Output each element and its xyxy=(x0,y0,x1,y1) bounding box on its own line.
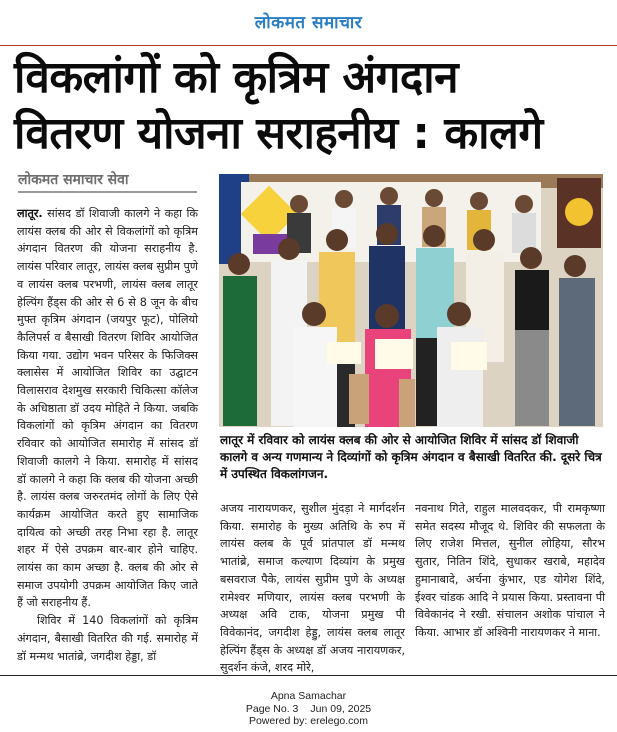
page-info xyxy=(0,703,617,716)
paragraph-1 xyxy=(17,205,198,612)
paragraph-2-part-1: शिविर में 140 विकलांगों को कृत्रिम अंगदान, बैसाखी वितरित की गई. समारोह में डॉ मन्मथ भातांब्रे, जगदीश हेड्डा, डॉ xyxy=(17,614,198,663)
headline-line-2: वितरण योजना सराहनीय : कालगे xyxy=(14,108,543,159)
masthead-divider xyxy=(0,45,617,46)
footer-divider xyxy=(0,675,617,676)
page-footer xyxy=(0,690,617,728)
page-number: Page No. 3 xyxy=(245,702,299,715)
article-column-3 xyxy=(415,500,605,642)
photo-caption: लातूर में रविवार को लायंस क्लब की ओर से आयोजित शिविर में सांसद डॉ शिवाजी कालगे व अन्य गणमान्य ने दिव्यांगों को कृत्रिम अंगदान व बैसाखी वितरित की. दूसरे चित्र में उपस्थित विकलांगजन. xyxy=(220,433,602,481)
article-column-1 xyxy=(17,205,198,665)
masthead-title: लोकमत समाचार xyxy=(254,13,363,33)
powered-by: Powered by: erelego.com xyxy=(248,715,369,727)
publication-date: Jun 09, 2025 xyxy=(310,702,372,715)
headline-line-1: विकलांगों को कृत्रिम अंगदान xyxy=(14,52,459,103)
paragraph-1-text: सांसद डॉ शिवाजी कालगे ने कहा कि लायंस क्लब की ओर से विकलांगों को कृत्रिम अंगदान वितरण की योजना सराहनीय है. लायंस परिवार लातूर, लायंस क्लब सुप्रीम पुणे व लायंस क्लब परभणी, लायंस क्लब लातूर हेल्पिंग हैंड्स की ओर से 6 से 8 जून के बीच मुफ्त कृत्रिम अंगदान (जयपुर फूट), पोलियो कैलिपर्स व बैसाखी वितरण शिविर आयोजित किया गया. उद्योग भवन परिसर के फिजिक्स क्लासेस में आयोजित शिविर का उद्घाटन विलासराव देशमुख सरकारी चिकित्सा कॉलेज के अधिष्ठाता डॉ उदय मोहिते ने किया. जबकि विकलांगों को कृत्रिम अंगदान का वितरण रविवार को आयोजित समारोह में सांसद डॉ शिवाजी कालगे ने किया. समारोह में सांसद डॉ कालगे ने कहा कि क्लब की योजना अच्छी है. लायंस क्लब जरुरतमंद लोगों के लिए ऐसे कार्यक्रम आयोजित करते हुए सामाजिक दायित्व को अच्छी तरह निभा रहा है. लातूर शहर में ऐसे उपक्रम बार-बार होने चाहिए. लायंस का काम अच्छा है. क्लब की ओर से समाज उपयोगी उपक्रम आयोजित किए जाते हैं जो सराहनीय हैं. xyxy=(17,207,198,610)
byline-divider xyxy=(18,191,197,193)
byline: लोकमत समाचार सेवा xyxy=(18,172,129,188)
headline xyxy=(14,50,614,162)
article-column-2 xyxy=(220,500,405,677)
paragraph-2-part-3: नवनाथ गिते, राहुल मालवदकर, पी रामकृष्णा समेत सदस्य मौजूद थे. शिविर की सफलता के लिए राजेश मित्तल, सुनील लोहिया, सौरभ सुतार, नितिन शिंदे, सुधाकर खराबे, महादेव हुमानाबादे, अर्चना कुंभार, एड योगेश शिंदे, ईश्वर चांडक आदि ने प्रयास किया. प्रस्तावना पी विवेकानंद ने रखी. संचालन अशोक पांचाल ने किया. आभार डॉ अश्विनी नारायणकर ने माना. xyxy=(415,502,605,639)
group-photo-illustration xyxy=(219,174,603,427)
paragraph-2-part-2: अजय नारायणकर, सुशील मुंदड़ा ने मार्गदर्शन किया. समारोह के मुख्य अतिथि के रुप में लायंस क्लब के पूर्व प्रांतपाल डॉ मन्मथ भातांब्रे, समाज कल्याण दिव्यांग के प्रमुख बसवराज पैके, लायंस सुप्रीम पुणे के अध्यक्ष रामेश्वर मणियार, लायंस क्लब परभणी के अध्यक्ष अवि टाक, योजना प्रमुख पी विवेकानंद, जगदीश हेड्डु, लायंस क्लब लातूर हेल्पिंग हैंड्स के अध्यक्ष डॉ अजय नारायणकर, सुदर्शन कंजे, शरद मोरे, xyxy=(220,502,405,675)
event-photo xyxy=(219,174,603,427)
publication-name: Apna Samachar xyxy=(270,690,347,702)
dateline: लातूर. xyxy=(17,207,43,220)
